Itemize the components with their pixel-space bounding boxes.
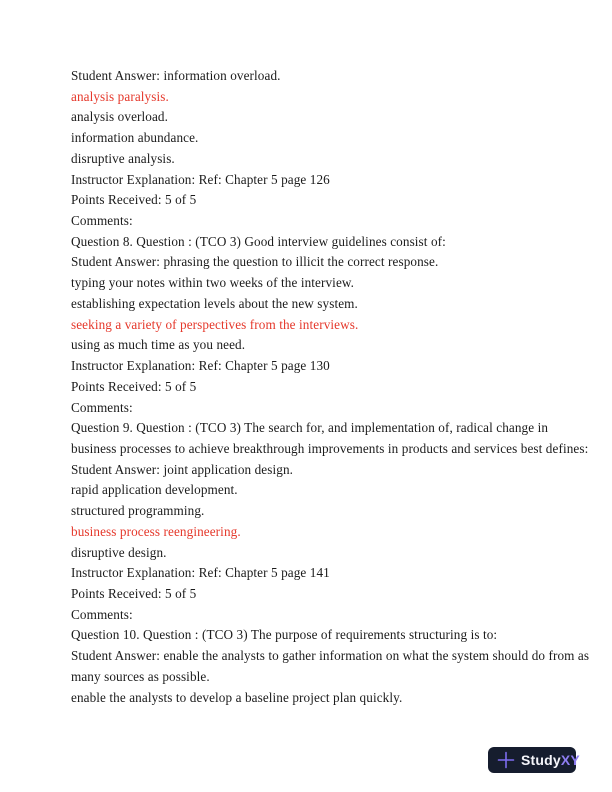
- document-line: disruptive design.: [71, 544, 167, 560]
- document-line: structured programming.: [71, 503, 205, 519]
- document-line: Student Answer: phrasing the question to illicit the correct response.: [71, 254, 439, 270]
- document-line: Student Answer: joint application design.: [71, 461, 294, 477]
- document-line: analysis paralysis.: [71, 88, 169, 104]
- logo-brand-accent: XY: [560, 752, 580, 768]
- logo-brand-text: [521, 752, 580, 768]
- logo-brand-primary: Study: [521, 752, 561, 768]
- document-line: Question 8. Question : (TCO 3) Good interview guidelines consist of:: [71, 233, 446, 249]
- document-line: using as much time as you need.: [71, 337, 246, 353]
- document-line: Question 10. Question : (TCO 3) The purpose of requirements structuring is to:: [71, 627, 498, 643]
- document-line: Points Received: 5 of 5: [71, 378, 197, 394]
- document-line: Student Answer: information overload.: [71, 68, 281, 83]
- document-line: Points Received: 5 of 5: [71, 192, 197, 208]
- document-line: business processes to achieve breakthrough improvements in products and services best defines:: [71, 440, 589, 456]
- document-line: Comments:: [71, 399, 133, 415]
- document-line: Student Answer: enable the analysts to gather information on what the system should do from as: [71, 648, 590, 664]
- document-line: typing your notes within two weeks of the interview.: [71, 275, 355, 291]
- document-line: Question 9. Question : (TCO 3) The search for, and implementation of, radical change in: [71, 420, 549, 436]
- document-line: Comments:: [71, 606, 133, 622]
- document-line: rapid application development.: [71, 482, 238, 498]
- document-line: enable the analysts to develop a baseline project plan quickly.: [71, 689, 403, 705]
- document-line: Comments:: [71, 213, 133, 229]
- document-line: Instructor Explanation: Ref: Chapter 5 page 141: [71, 565, 330, 581]
- document-line: business process reengineering.: [71, 523, 241, 539]
- document-line: disruptive analysis.: [71, 150, 175, 166]
- document-line: analysis overload.: [71, 109, 169, 125]
- document-line: seeking a variety of perspectives from the interviews.: [71, 316, 359, 332]
- document-line: many sources as possible.: [71, 668, 210, 684]
- document-line: Instructor Explanation: Ref: Chapter 5 page 130: [71, 358, 330, 374]
- document-line: information abundance.: [71, 130, 199, 146]
- studyxy-logo-badge[interactable]: [488, 747, 580, 773]
- plus-icon: [497, 751, 515, 769]
- document-line: Instructor Explanation: Ref: Chapter 5 page 126: [71, 171, 330, 187]
- document-line: Points Received: 5 of 5: [71, 585, 197, 601]
- document-text-block: [71, 66, 590, 708]
- document-line: establishing expectation levels about the new system.: [71, 295, 358, 311]
